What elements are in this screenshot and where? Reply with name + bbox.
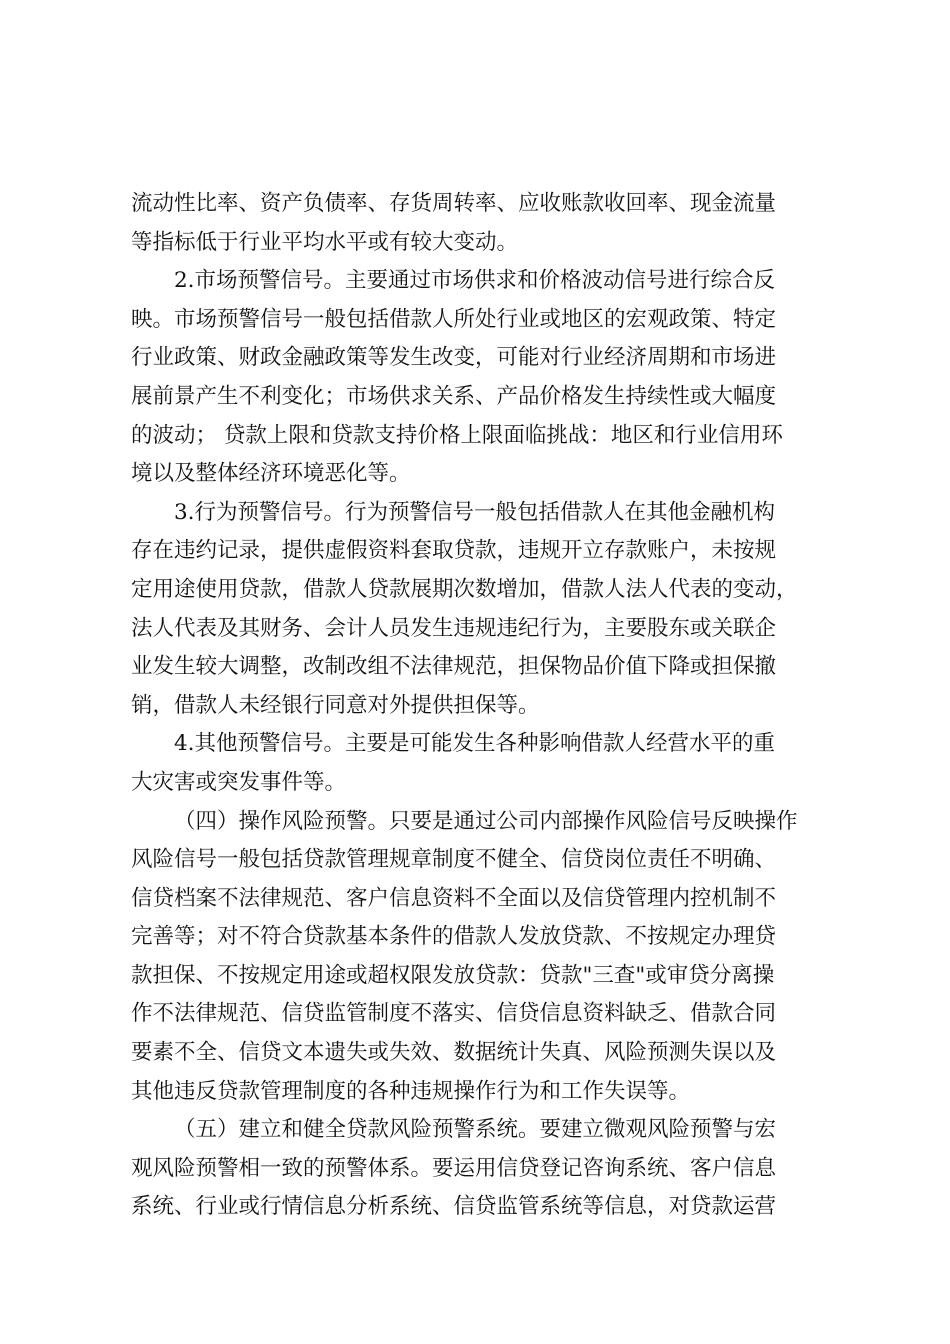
- text-line: 作不法律规范、信贷监管制度不落实、信贷信息资料缺乏、借款合同: [131, 1001, 777, 1027]
- text-line: 定用途使用贷款，借款人贷款展期次数增加，借款人法人代表的变动，: [131, 576, 798, 602]
- text-line: 境以及整体经济环境恶化等。: [131, 461, 411, 487]
- text-line: 款担保、不按规定用途或超权限发放贷款：贷款"三查"或审贷分离操: [131, 962, 775, 988]
- paragraph-other-warning: 4.其他预警信号。主要是可能发生各种影响借款人经营水平的重: [174, 731, 776, 757]
- text-line: 行业政策、财政金融政策等发生改变，可能对行业经济周期和市场进: [131, 345, 777, 371]
- text-line: 映。市场预警信号一般包括借款人所处行业或地区的宏观政策、特定: [131, 306, 777, 332]
- document-body: [131, 185, 821, 1227]
- text-line: 信贷档案不法律规范、客户信息资料不全面以及信贷管理内控机制不: [131, 885, 777, 911]
- text-line: 法人代表及其财务、会计人员发生违规违纪行为，主要股东或关联企: [131, 615, 777, 641]
- text-line: 的波动； 贷款上限和贷款支持价格上限面临挑战：地区和行业信用环: [131, 422, 783, 448]
- text-line: 存在违约记录，提供虚假资料套取贷款，违规开立存款账户，未按规: [131, 538, 777, 564]
- text-line: 要素不全、信贷文本遗失或失效、数据统计失真、风险预测失误以及: [131, 1040, 777, 1066]
- text-line: 业发生较大调整，改制改组不法律规范，担保物品价值下降或担保撤: [131, 654, 777, 680]
- text-line: 观风险预警相一致的预警体系。要运用信贷登记咨询系统、客户信息: [131, 1155, 777, 1181]
- text-line: 风险信号一般包括贷款管理规章制度不健全、信贷岗位责任不明确、: [131, 847, 777, 873]
- paragraph-market-warning: 2.市场预警信号。主要通过市场供求和价格波动信号进行综合反: [174, 268, 776, 294]
- text-line: 销，借款人未经银行同意对外提供担保等。: [131, 692, 540, 718]
- paragraph-behavior-warning: 3.行为预警信号。行为预警信号一般包括借款人在其他金融机构: [174, 499, 776, 525]
- text-line: 等指标低于行业平均水平或有较大变动。: [131, 229, 519, 255]
- text-line: 展前景产生不利变化；市场供求关系、产品价格发生持续性或大幅度: [131, 383, 777, 409]
- text-line: 大灾害或突发事件等。: [131, 769, 347, 795]
- text-line: 其他违反贷款管理制度的各种违规操作行为和工作失误等。: [131, 1078, 691, 1104]
- paragraph-warning-system: （五）建立和健全贷款风险预警系统。要建立微观风险预警与宏: [174, 1117, 777, 1143]
- text-line: 完善等；对不符合贷款基本条件的借款人发放贷款、不按规定办理贷: [131, 924, 777, 950]
- paragraph-operational-risk: （四）操作风险预警。只要是通过公司内部操作风险信号反映操作: [174, 808, 798, 834]
- text-line: 系统、行业或行情信息分析系统、信贷监管系统等信息，对贷款运营: [131, 1194, 777, 1220]
- text-line: 流动性比率、资产负债率、存货周转率、应收账款收回率、现金流量: [131, 191, 777, 216]
